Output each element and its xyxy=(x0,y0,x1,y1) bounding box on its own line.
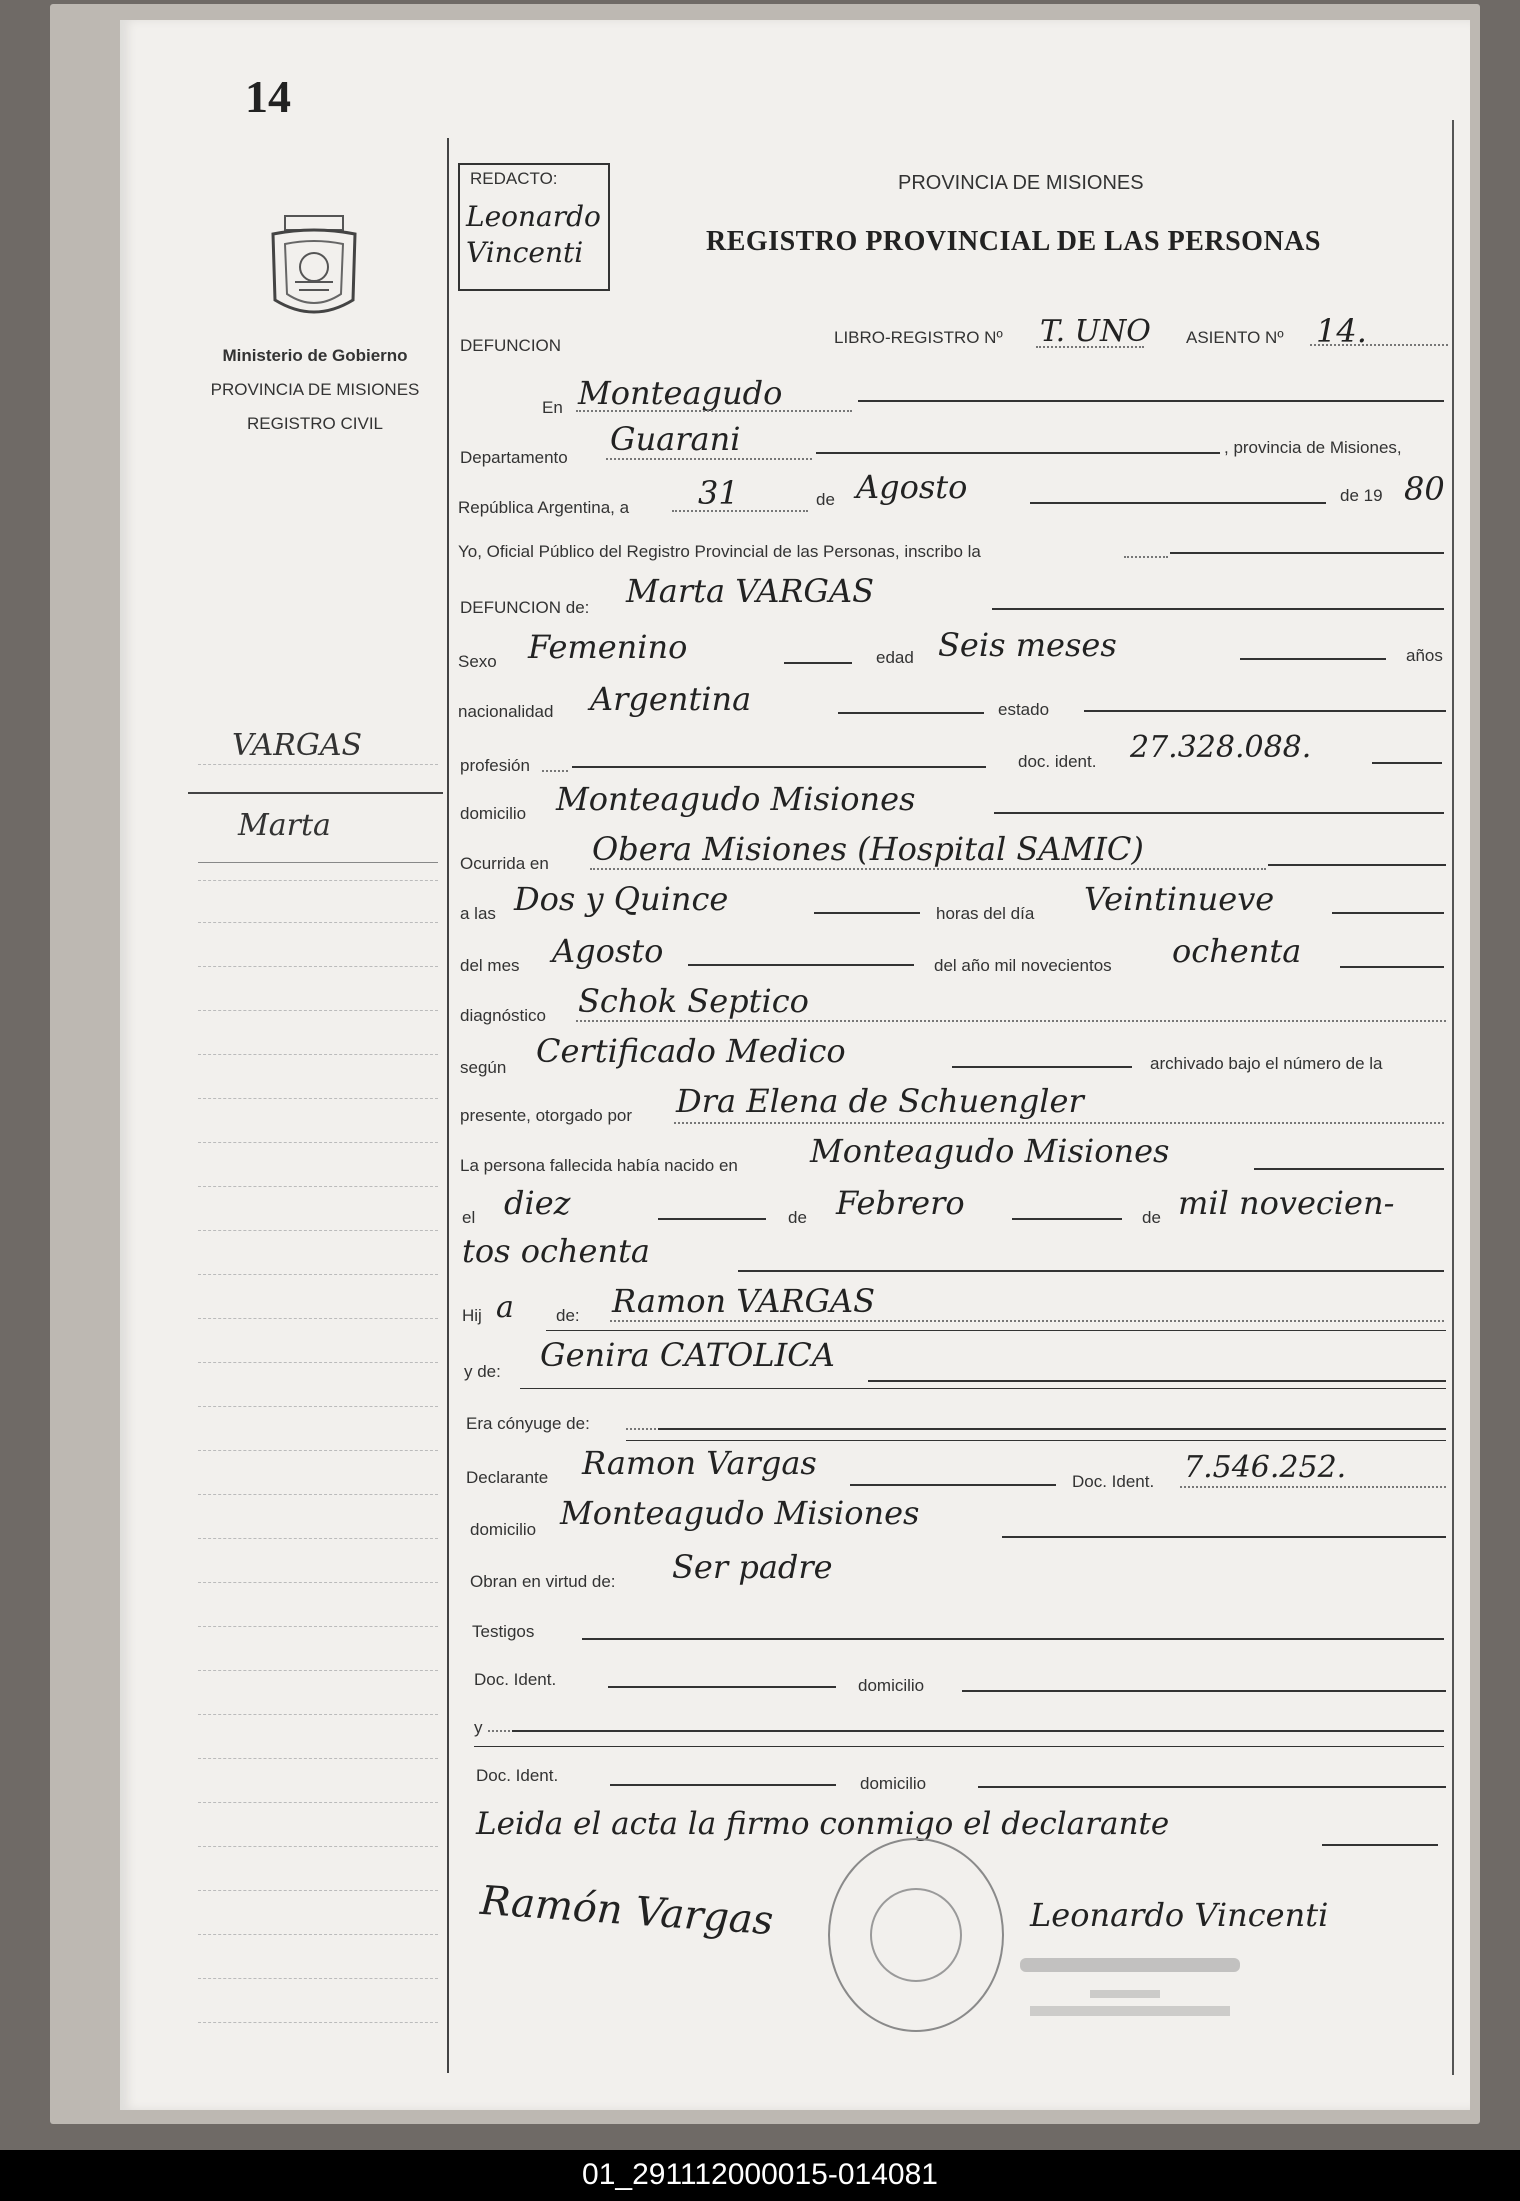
en-label: En xyxy=(542,398,563,417)
de-19-label: de 19 xyxy=(1340,486,1383,505)
margin-surname: VARGAS xyxy=(232,728,363,763)
redacto-signature: Leonardo Vincenti xyxy=(466,200,601,269)
declarante-doc-value: 7.546.252. xyxy=(1184,1450,1347,1485)
presente-label: presente, otorgado por xyxy=(460,1106,633,1125)
archivado-label: archivado bajo el número de la xyxy=(1150,1054,1383,1073)
doc1-label: Doc. Ident. xyxy=(474,1670,557,1689)
segun-label: según xyxy=(460,1058,507,1077)
oficial-text: Yo, Oficial Público del Registro Provincial de las Personas, inscribo la xyxy=(458,542,981,561)
y-label: y xyxy=(474,1718,483,1737)
coat-of-arms-icon xyxy=(265,212,363,332)
libro-value: T. UNO xyxy=(1040,314,1151,349)
declarante-doc-label: Doc. Ident. xyxy=(1072,1472,1155,1491)
day-value: 31 xyxy=(698,474,739,512)
province-heading: PROVINCIA DE MISIONES xyxy=(898,172,1144,194)
horas-label: horas del día xyxy=(936,904,1035,923)
dom2-label: domicilio xyxy=(860,1774,927,1793)
domicilio-value: Monteagudo Misiones xyxy=(556,780,916,818)
hijo-de-label: de: xyxy=(556,1306,580,1325)
a-las-label: a las xyxy=(460,904,496,923)
a-las-value: Dos y Quince xyxy=(514,880,729,918)
asiento-label: ASIENTO Nº xyxy=(1186,328,1284,347)
defuncion-de-label: DEFUNCION de: xyxy=(460,598,590,617)
declarante-domicilio-value: Monteagudo Misiones xyxy=(560,1494,920,1532)
hijo-label: Hij xyxy=(462,1306,482,1325)
nac-year-value-2: tos ochenta xyxy=(462,1232,650,1270)
el-value: diez xyxy=(504,1184,571,1222)
right-border xyxy=(1452,120,1454,2075)
padre-value: Ramon VARGAS xyxy=(612,1282,876,1320)
republica-label: República Argentina, a xyxy=(458,498,630,517)
footer-id: 01_291112000015-014081 xyxy=(582,2158,938,2191)
departamento-label: Departamento xyxy=(460,448,568,467)
obran-label: Obran en virtud de: xyxy=(470,1572,616,1591)
nacionalidad-label: nacionalidad xyxy=(458,702,554,721)
official-signature: Leonardo Vincenti xyxy=(1030,1896,1329,1934)
margin-given-name: Marta xyxy=(238,808,331,843)
de3-label: de xyxy=(1142,1208,1161,1227)
estado-label: estado xyxy=(998,700,1050,719)
de-label: de xyxy=(816,490,835,509)
declarante-signature: Ramón Vargas xyxy=(478,1877,775,1945)
diagnostico-value: Schok Septico xyxy=(578,982,809,1020)
en-value: Monteagudo xyxy=(578,374,783,412)
ocurrida-value: Obera Misiones (Hospital SAMIC) xyxy=(592,830,1144,868)
doc-ident-label: doc. ident. xyxy=(1018,752,1097,771)
hijo-suffix: a xyxy=(496,1290,514,1325)
redacto-box xyxy=(458,163,610,291)
diagnostico-label: diagnóstico xyxy=(460,1006,547,1025)
record-type: DEFUNCION xyxy=(460,336,562,355)
anos-label: años xyxy=(1406,646,1443,665)
ocurrida-label: Ocurrida en xyxy=(460,854,549,873)
edad-label: edad xyxy=(876,648,914,667)
madre-value: Genira CATOLICA xyxy=(540,1336,835,1374)
de2-label: de xyxy=(788,1208,807,1227)
mes-value: Agosto xyxy=(552,932,664,970)
page-number: 14 xyxy=(245,71,291,122)
libro-label: LIBRO-REGISTRO Nº xyxy=(834,328,1003,347)
nacido-label: La persona fallecida había nacido en xyxy=(460,1156,738,1175)
declarante-domicilio-label: domicilio xyxy=(470,1520,537,1539)
presente-value: Dra Elena de Schuengler xyxy=(676,1082,1084,1120)
margin-divider xyxy=(447,138,449,2073)
conyuge-label: Era cónyuge de: xyxy=(466,1414,590,1433)
domicilio-label: domicilio xyxy=(460,804,527,823)
year-value: 80 xyxy=(1404,470,1445,508)
mes-label: del mes xyxy=(460,956,520,975)
asiento-value: 14. xyxy=(1316,312,1367,350)
official-seal-icon xyxy=(828,1838,1004,2032)
province-label: PROVINCIA DE MISIONES xyxy=(210,380,420,399)
month-value: Agosto xyxy=(856,468,968,506)
departamento-value: Guarani xyxy=(610,420,741,458)
stamp-smudge xyxy=(1020,1958,1240,1972)
closing-statement: Leida el acta la firmo conmigo el declarante xyxy=(476,1806,1170,1842)
civil-registry-label: REGISTRO CIVIL xyxy=(246,414,384,433)
nac-year-value-1: mil novecien- xyxy=(1178,1184,1395,1222)
el-label: el xyxy=(462,1208,476,1227)
declarante-value: Ramon Vargas xyxy=(582,1444,817,1482)
horas-value: Veintinueve xyxy=(1084,880,1275,918)
doc-ident-value: 27.328.088. xyxy=(1130,730,1312,765)
testigos-label: Testigos xyxy=(472,1622,535,1641)
anio-value: ochenta xyxy=(1172,932,1302,970)
sexo-label: Sexo xyxy=(458,652,497,671)
provincia-suffix: , provincia de Misiones, xyxy=(1224,438,1402,457)
redacto-label: REDACTO: xyxy=(470,169,558,188)
nacionalidad-value: Argentina xyxy=(590,680,752,718)
doc2-label: Doc. Ident. xyxy=(476,1766,559,1785)
declarante-label: Declarante xyxy=(466,1468,549,1487)
nac-month-value: Febrero xyxy=(836,1184,965,1222)
anio-label: del año mil novecientos xyxy=(934,956,1112,975)
sexo-value: Femenino xyxy=(528,628,688,666)
edad-value: Seis meses xyxy=(938,626,1117,664)
profesion-label: profesión xyxy=(460,756,530,775)
segun-value: Certificado Medico xyxy=(536,1032,846,1070)
registry-heading: REGISTRO PROVINCIAL DE LAS PERSONAS xyxy=(706,226,1321,257)
y-de-label: y de: xyxy=(464,1362,501,1381)
dom1-label: domicilio xyxy=(858,1676,925,1695)
ministry-label: Ministerio de Gobierno xyxy=(222,346,408,365)
nacido-value: Monteagudo Misiones xyxy=(810,1132,1170,1170)
obran-value: Ser padre xyxy=(672,1548,833,1586)
deceased-name: Marta VARGAS xyxy=(626,572,874,610)
footer-bar xyxy=(0,2150,1520,2201)
